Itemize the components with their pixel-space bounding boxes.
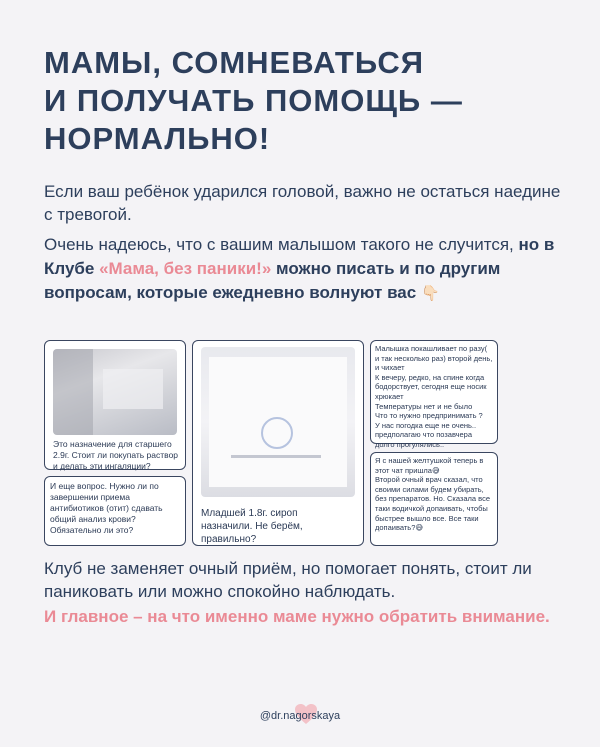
chat-card-3 [192, 340, 364, 546]
intro-p2-bold-1: но в Клубе [44, 235, 555, 278]
prescription-photo-2 [201, 347, 355, 497]
author-handle[interactable]: @dr.nagorskaya [259, 710, 341, 722]
intro-p2-start: Очень надеюсь, что с вашим малышом такого не случится, [44, 235, 519, 254]
chat-card-5 [370, 452, 498, 546]
chat-card-4 [370, 340, 498, 449]
bottom-paragraph-2: И главное – на что именно маме нужно обратить внимание. [44, 607, 550, 626]
intro-p2-bold-2: можно писать и по другим вопросам, которые ежедневно волнуют вас [44, 259, 501, 302]
title-line-1: МАМЫ, СОМНЕВАТЬСЯ [44, 45, 425, 80]
intro-paragraph-2 [44, 233, 564, 306]
chat-card-2 [44, 476, 186, 546]
pointing-down-icon: 👇🏻 [420, 285, 440, 302]
bottom-paragraph-1: Клуб не заменяет очный приём, но помогает понять, стоит ли паниковать или можно спокойно наблюдать. [44, 559, 532, 601]
prescription-photo-1 [53, 349, 177, 435]
chat-message-5: Я с нашей желтушкой теперь в этот чат пришла😅 Второй очный врач сказал, что своими силами будем убирать, без препаратов. Но. Сказала все таки водичкой допаивать, чтобы быстрее вышло все. Все таки допаивать?😅 [375, 456, 490, 533]
title-line-2: И ПОЛУЧАТЬ ПОМОЩЬ — [44, 83, 463, 118]
club-name: «Мама, без паники!» [99, 259, 272, 278]
chat-message-3: Младшей 1.8г. сироп назначили. Не берём, правильно? [201, 508, 303, 545]
chat-message-2: И еще вопрос. Нужно ли по завершении приема антибиотиков (отит) сдавать общий анализ крови? Обязательно ли это? [50, 481, 163, 535]
chat-card-1 [44, 340, 186, 470]
page-title [44, 44, 564, 158]
chat-message-4: Малышка покашливает по разу( и так несколько раз) второй день, и чихает К вечеру, редко, на спине когда бодорствует, сегодня еще носик хрюкает Температуры нет и не было Что то нужно предпринимать ? У нас погодка еще не очень.. предполагаю что позавчера долго прогулялись.. [375, 344, 493, 449]
title-line-3: НОРМАЛЬНО! [44, 121, 271, 156]
intro-paragraph-1: Если ваш ребёнок ударился головой, важно не остаться наедине с тревогой. [44, 182, 561, 224]
footer [0, 710, 600, 722]
chat-message-1: Это назначение для старшего 2.9г. Стоит ли покупать раствор и делать эти ингаляции? [53, 439, 179, 471]
